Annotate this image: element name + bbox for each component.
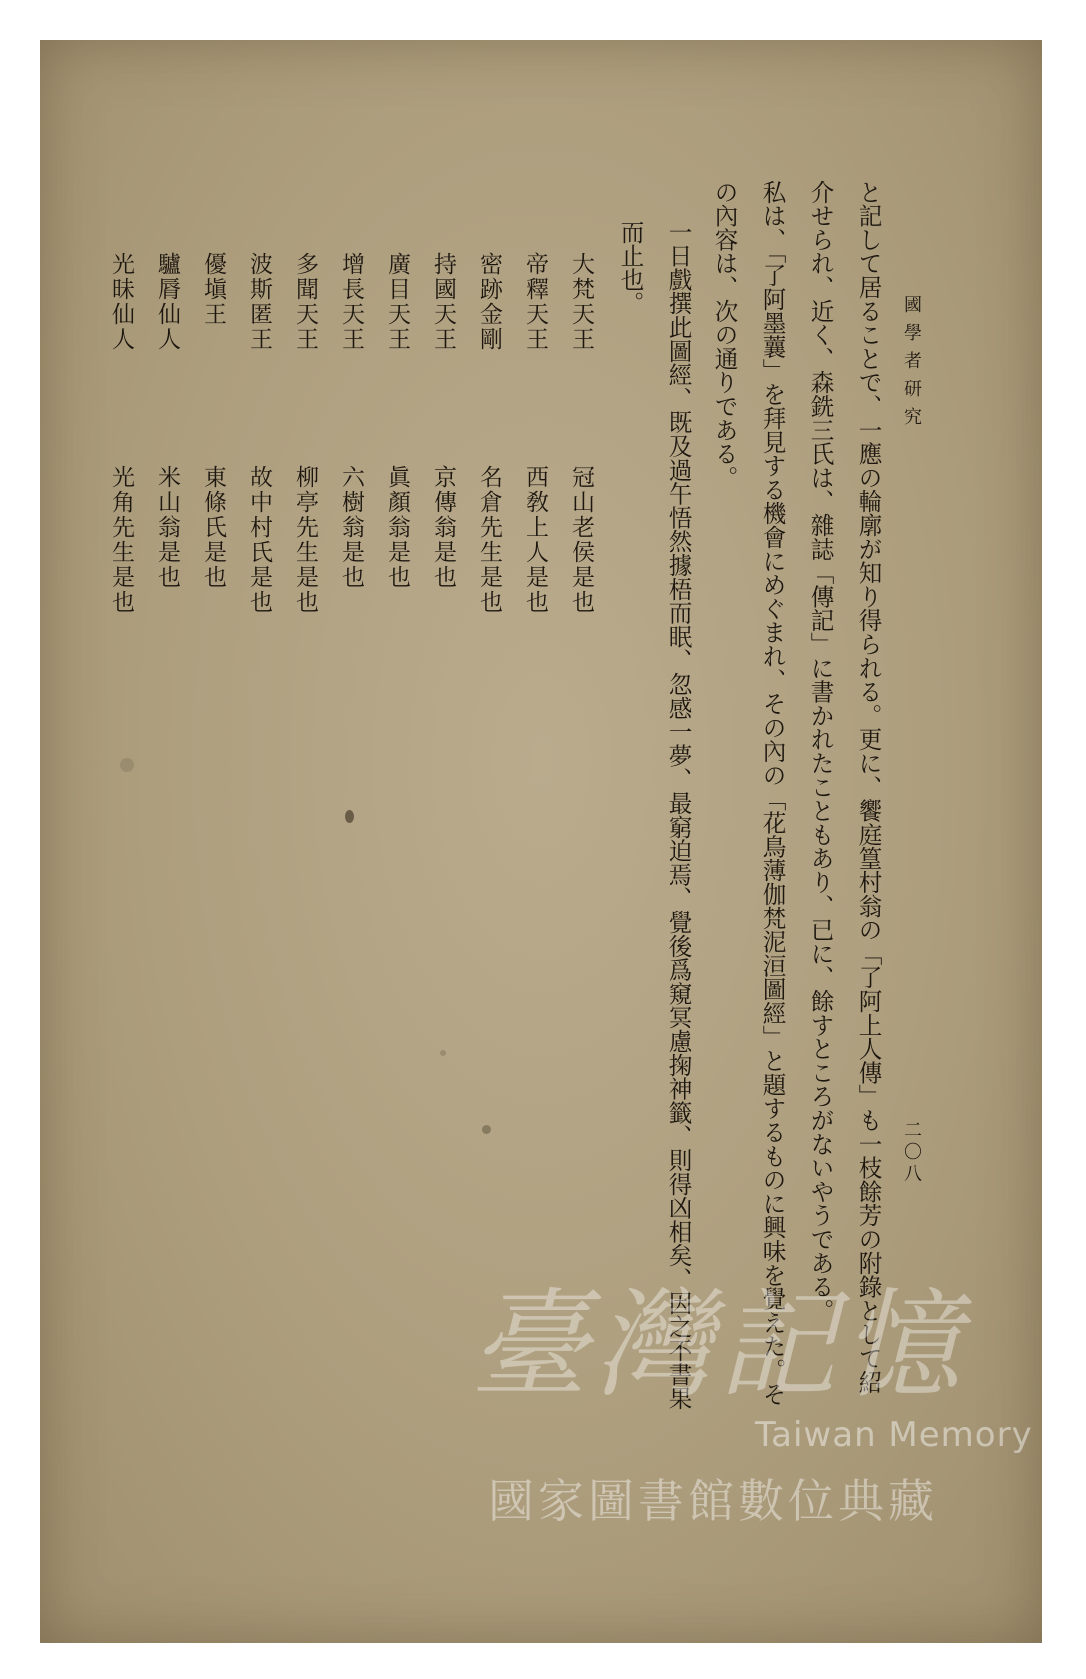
list-item-desc: 名倉先生是也	[476, 465, 502, 615]
paper-speck	[120, 758, 134, 772]
body-line: と記して居ることで、一應の輪廓が知り得られる。更に、饗庭篁村翁の「了阿上人傳」も一枝餘芳の附錄として紹	[854, 180, 883, 1394]
list-item-desc: 故中村氏是也	[246, 465, 272, 615]
body-line: 而止也。	[616, 220, 645, 316]
watermark-chinese: 國家圖書館數位典藏	[488, 1474, 938, 1528]
watermark-logo: 臺灣記憶	[470, 1276, 967, 1414]
list-item-name: 驢脣仙人	[154, 252, 180, 352]
paper-speck	[482, 1125, 491, 1134]
list-item-name: 持國天王	[430, 252, 456, 352]
list-item-name: 密跡金剛	[476, 252, 502, 352]
list-item-desc: 京傳翁是也	[430, 465, 456, 590]
list-item-desc: 眞顏翁是也	[384, 465, 410, 590]
body-line: の內容は、次の通りである。	[710, 180, 739, 490]
paper-speck	[440, 1050, 446, 1056]
list-item-desc: 六樹翁是也	[338, 465, 364, 590]
paper-speck	[345, 810, 354, 823]
list-item-name: 光昧仙人	[108, 252, 134, 352]
body-line: 介せられ、近く、森銑三氏は、雜誌「傳記」に書かれたこともあり、已に、餘すところがないやうである。	[806, 180, 835, 1323]
list-item-name: 廣目天王	[384, 252, 410, 352]
list-item-desc: 光角先生是也	[108, 465, 134, 615]
page-number: 二〇八	[901, 1120, 922, 1186]
list-item-desc: 西敎上人是也	[522, 465, 548, 615]
list-item-desc: 東條氏是也	[200, 465, 226, 590]
list-item-desc: 米山翁是也	[154, 465, 180, 590]
list-item-name: 優塡王	[200, 252, 226, 327]
list-item-name: 帝釋天王	[522, 252, 548, 352]
body-line: 一日戲撰此圖經、既及過午悟然據梧而眠、忽感一夢、最窮迫焉、覺後爲窺冥慮掬神籤、則得凶相矣、因之不書果	[664, 220, 693, 1410]
body-line: 私は、「了阿墨蘘」を拜見する機會にめぐまれ、その內の「花鳥薄伽梵泥洹圖經」と題するものに興味を覺えた。そ	[758, 180, 787, 1406]
list-item-name: 大梵天王	[568, 252, 594, 352]
list-item-desc: 冠山老侯是也	[568, 465, 594, 615]
list-item-name: 波斯匿王	[246, 252, 272, 352]
list-item-desc: 柳亭先生是也	[292, 465, 318, 615]
header-title: 國學者研究	[901, 295, 922, 435]
list-item-name: 增長天王	[338, 252, 364, 352]
watermark-english: Taiwan Memory	[755, 1415, 1033, 1455]
list-item-name: 多聞天王	[292, 252, 318, 352]
